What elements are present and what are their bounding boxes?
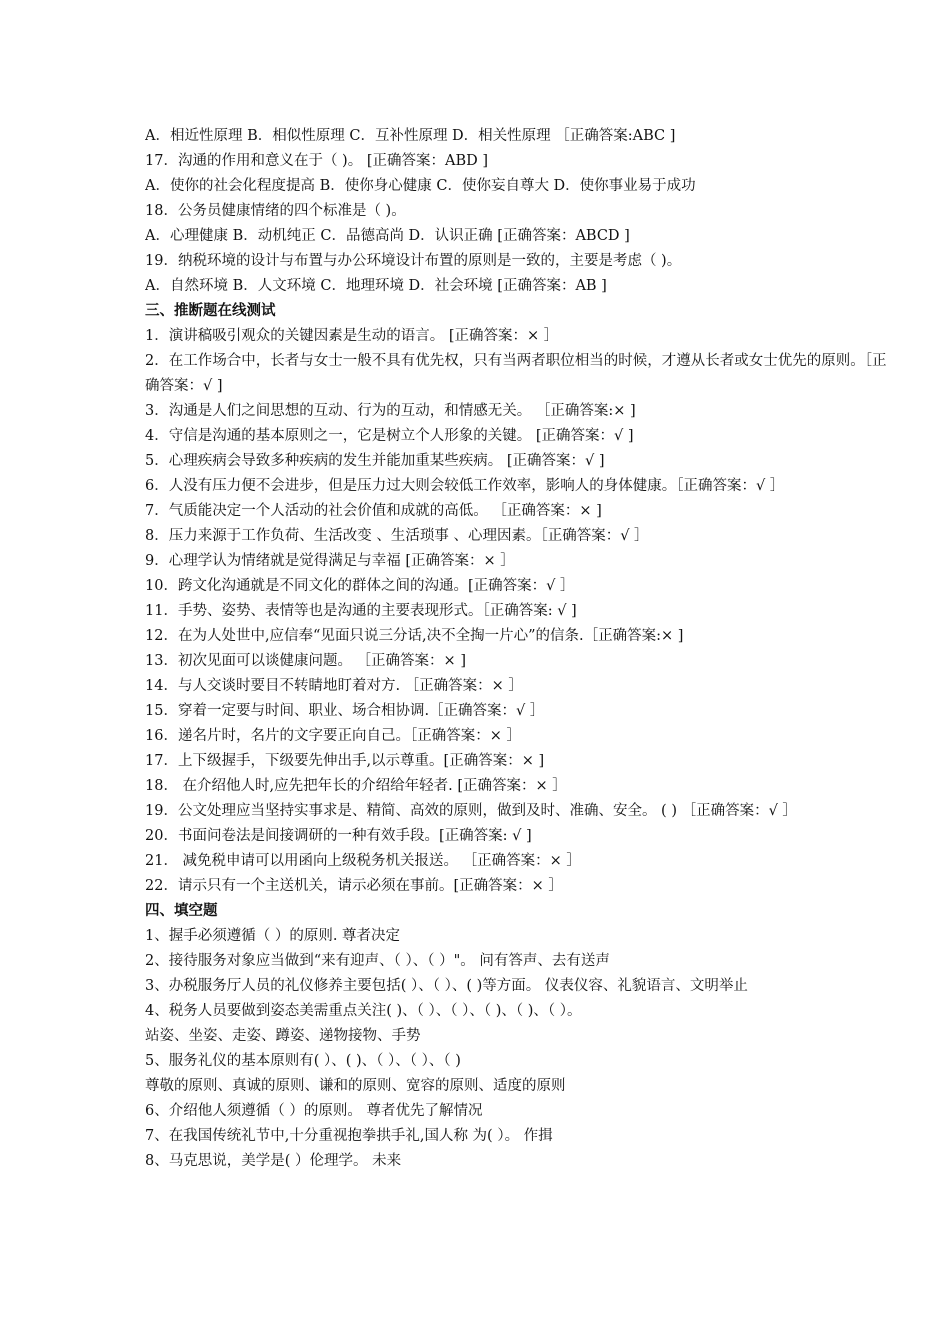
judgment-item-6: 6．人没有压力便不会进步，但是压力过大则会较低工作效率，影响人的身体健康。［正确答案：√ ］ [145, 478, 785, 494]
judgment-item-7: 7．气质能决定一个人活动的社会价值和成就的高低。 ［正确答案：× ] [145, 503, 602, 519]
fill-item-3: 3、办税服务厅人员的礼仪修养主要包括( ）、（ ）、( )等方面。 仪表仪容、礼貌语言、文明举止 [145, 978, 748, 994]
judgment-item-16: 16．递名片时，名片的文字要正向自己。［正确答案：× ］ [145, 728, 521, 744]
section-heading-fill-blank: 四、填空题 [145, 903, 218, 919]
fill-item-6: 6、介绍他人须遵循（ ）的原则。 尊者优先了解情况 [145, 1103, 483, 1119]
fill-item-8: 8、马克思说，美学是( ）伦理学。 未来 [145, 1153, 402, 1169]
judgment-item-2: 2．在工作场合中，长者与女士一般不具有优先权，只有当两者职位相当的时候，才遵从长者或女士优先的原则。［正确答案：√ ] [145, 353, 887, 394]
judgment-item-3: 3．沟通是人们之间思想的互动、行为的互动，和情感无关。 ［正确答案:× ] [145, 403, 636, 419]
judgment-item-10: 10．跨文化沟通就是不同文化的群体之间的沟通。[正确答案：√ ］ [145, 578, 575, 594]
option-line-17: A．使你的社会化程度提高 B．使你身心健康 C．使你妄自尊大 D．使你事业易于成功 [145, 178, 696, 194]
option-line-16: A．相近性原理 B．相似性原理 C．互补性原理 D．相关性原理 ［正确答案:ABC ] [145, 128, 676, 144]
fill-item-1: 1、握手必须遵循（ ）的原则. 尊者决定 [145, 928, 401, 944]
fill-answer-4: 站姿、坐姿、走姿、蹲姿、递物接物、手势 [145, 1028, 421, 1044]
judgment-item-18: 18． 在介绍他人时,应先把年长的介绍给年轻者. [正确答案：× ］ [145, 778, 567, 794]
fill-item-7: 7、在我国传统礼节中,十分重视抱拳拱手礼,国人称 为( ）。 作揖 [145, 1128, 553, 1144]
judgment-item-11: 11．手势、姿势、表情等也是沟通的主要表现形式。［正确答案: √ ] [145, 603, 577, 619]
judgment-item-8: 8．压力来源于工作负荷、生活改变 、生活琐事 、心理因素。［正确答案：√ ］ [145, 528, 649, 544]
judgment-item-21: 21． 减免税申请可以用函向上级税务机关报送。 ［正确答案：× ］ [145, 853, 581, 869]
judgment-item-14: 14．与人交谈时要目不转睛地盯着对方. ［正确答案：× ］ [145, 678, 523, 694]
option-line-18: A．心理健康 B．动机纯正 C．品德高尚 D．认识正确 [正确答案：ABCD ] [145, 228, 630, 244]
question-17: 17．沟通的作用和意义在于（ )。 [正确答案：ABD ] [145, 153, 488, 169]
option-line-19: A．自然环境 B．人文环境 C．地理环境 D．社会环境 [正确答案：AB ] [145, 278, 607, 294]
judgment-item-4: 4．守信是沟通的基本原则之一，它是树立个人形象的关键。 [正确答案：√ ] [145, 428, 634, 444]
judgment-item-1: 1．演讲稿吸引观众的关键因素是生动的语言。 [正确答案：× ］ [145, 328, 559, 344]
judgment-item-17: 17．上下级握手，下级要先伸出手,以示尊重。[正确答案：× ] [145, 753, 545, 769]
judgment-item-20: 20．书面问卷法是间接调研的一种有效手段。[正确答案: √ ] [145, 828, 532, 844]
fill-item-4: 4、税务人员要做到姿态美需重点关注( )、（ ）、（ ）、（ )、（ )、（ ）。 [145, 1003, 582, 1019]
judgment-item-19: 19．公文处理应当坚持实事求是、精简、高效的原则，做到及时、准确、安全。 ( ) ［正确答案：√ ］ [145, 803, 797, 819]
judgment-item-22: 22．请示只有一个主送机关，请示必须在事前。[正确答案：× ］ [145, 878, 563, 894]
judgment-item-9: 9．心理学认为情绪就是觉得满足与幸福 [正确答案：× ］ [145, 553, 515, 569]
judgment-item-13: 13．初次见面可以谈健康问题。 ［正确答案：× ] [145, 653, 466, 669]
judgment-item-12: 12．在为人处世中,应信奉“见面只说三分话,决不全掏一片心”的信条.［正确答案:× ] [145, 628, 684, 644]
fill-item-2: 2、接待服务对象应当做到“来有迎声、（ ）、（ ）"。 问有答声、去有送声 [145, 953, 610, 969]
judgment-item-5: 5．心理疾病会导致多种疾病的发生并能加重某些疾病。 [正确答案：√ ] [145, 453, 605, 469]
fill-answer-5: 尊敬的原则、真诚的原则、谦和的原则、宽容的原则、适度的原则 [145, 1078, 566, 1094]
question-19: 19．纳税环境的设计与布置与办公环境设计布置的原则是一致的，主要是考虑（ )。 [145, 253, 682, 269]
fill-item-5: 5、服务礼仪的基本原则有( ）、( )、（ ）、（ ）、（ ) [145, 1053, 461, 1069]
judgment-item-15: 15．穿着一定要与时间、职业、场合相协调.［正确答案：√ ］ [145, 703, 545, 719]
document-page [145, 124, 895, 1174]
question-18: 18．公务员健康情绪的四个标准是（ )。 [145, 203, 406, 219]
section-heading-judgment: 三、推断题在线测试 [145, 303, 276, 319]
